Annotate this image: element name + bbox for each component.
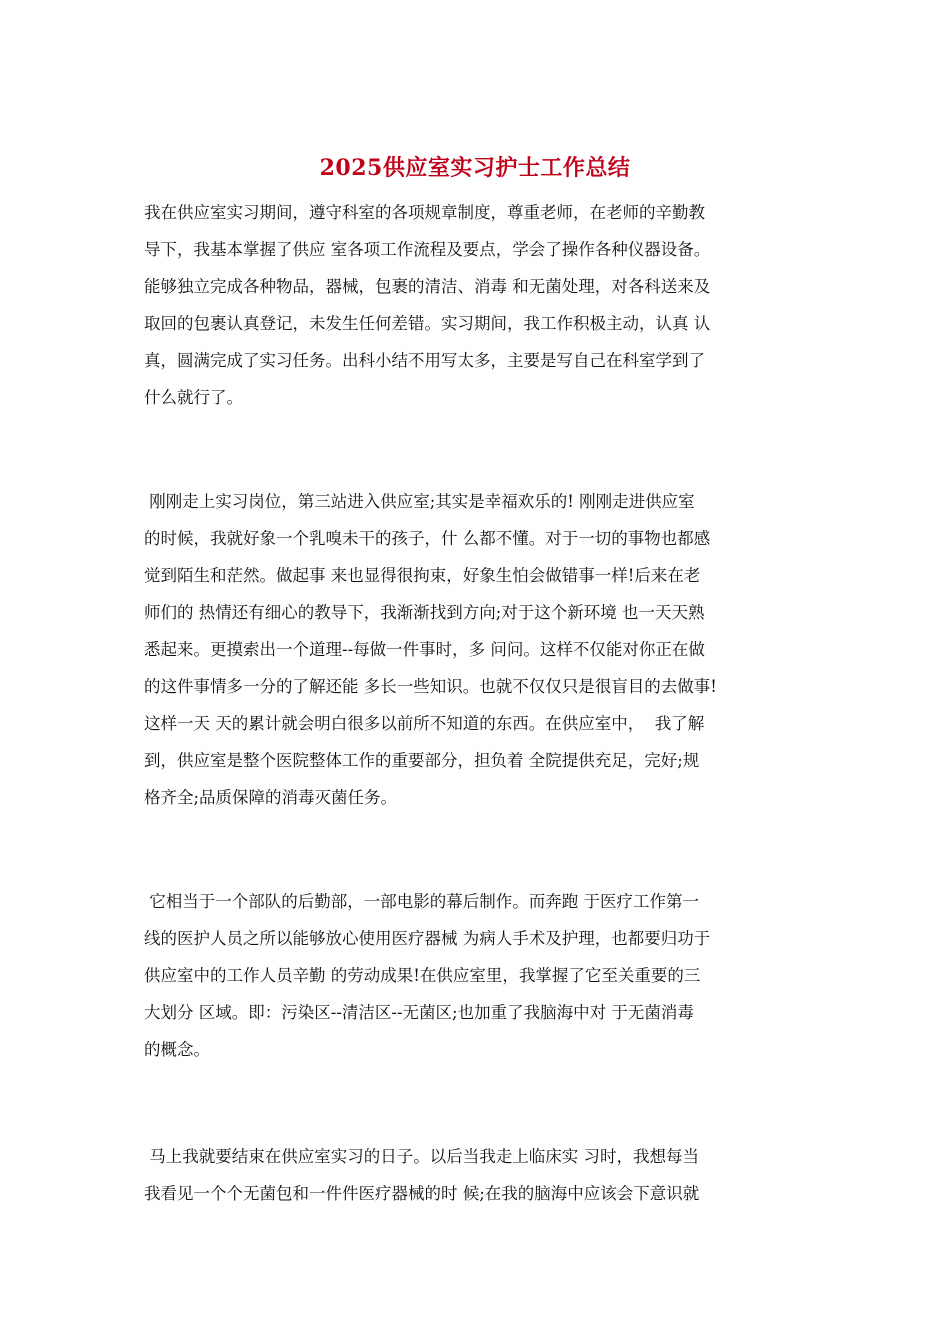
text-line: 取回的包裹认真登记，未发生任何差错。实习期间，我工作积极主动，认真 认 [144, 314, 711, 333]
text-line: 刚刚走上实习岗位，第三站进入供应室;其实是幸福欢乐的! 刚刚走进供应室 [144, 492, 695, 511]
text-line: 觉到陌生和茫然。做起事 来也显得很拘束，好象生怕会做错事一样!后来在老 [144, 566, 701, 585]
text-line: 到，供应室是整个医院整体工作的重要部分，担负着 全院提供充足，完好;规 [144, 751, 700, 770]
text-line: 供应室中的工作人员辛勤 的劳动成果!在供应室里，我掌握了它至关重要的三 [144, 966, 701, 985]
text-line: 师们的 热情还有细心的教导下，我渐渐找到方向;对于这个新环境 也一天天熟 [144, 603, 705, 622]
paragraph-1 [144, 194, 814, 416]
text-line: 什么就行了。 [144, 388, 243, 407]
document-title: 2025供应室实习护士工作总结 [319, 155, 631, 181]
text-line: 大划分 区域。即：污染区--清洁区--无菌区;也加重了我脑海中对 于无菌消毒 [144, 1003, 694, 1022]
paragraph-2 [144, 483, 814, 816]
text-line: 导下，我基本掌握了供应 室各项工作流程及要点，学会了操作各种仪器设备。 [144, 240, 711, 259]
text-line: 真，圆满完成了实习任务。出科小结不用写太多，主要是写自己在科室学到了 [144, 351, 705, 370]
paragraph-3 [144, 883, 814, 1068]
text-line: 的时候，我就好象一个乳嗅未干的孩子，什 么都不懂。对于一切的事物也都感 [144, 529, 711, 548]
text-line: 的这件事情多一分的了解还能 多长一些知识。也就不仅仅只是很盲目的去做事! [144, 677, 717, 696]
text-line: 它相当于一个部队的后勤部，一部电影的幕后制作。而奔跑 于医疗工作第一 [144, 892, 699, 911]
text-line: 马上我就要结束在供应室实习的日子。以后当我走上临床实 习时，我想每当 [144, 1147, 699, 1166]
text-line: 线的医护人员之所以能够放心使用医疗器械 为病人手术及护理，也都要归功于 [144, 929, 711, 948]
text-line: 能够独立完成各种物品，器械，包裹的清洁、消毒 和无菌处理，对各科送来及 [144, 277, 711, 296]
text-line: 我在供应室实习期间，遵守科室的各项规章制度，尊重老师，在老师的辛勤教 [144, 203, 705, 222]
text-line: 格齐全;品质保障的消毒灭菌任务。 [144, 788, 398, 807]
text-line: 的概念。 [144, 1040, 210, 1059]
text-line: 我看见一个个无菌包和一件件医疗器械的时 候;在我的脑海中应该会下意识就 [144, 1184, 700, 1203]
paragraph-4 [144, 1138, 814, 1212]
text-line: 悉起来。更摸索出一个道理--每做一件事时，多 问问。这样不仅能对你正在做 [144, 640, 705, 659]
text-line: 这样一天 天的累计就会明白很多以前所不知道的东西。在供应室中， 我了解 [144, 714, 705, 733]
